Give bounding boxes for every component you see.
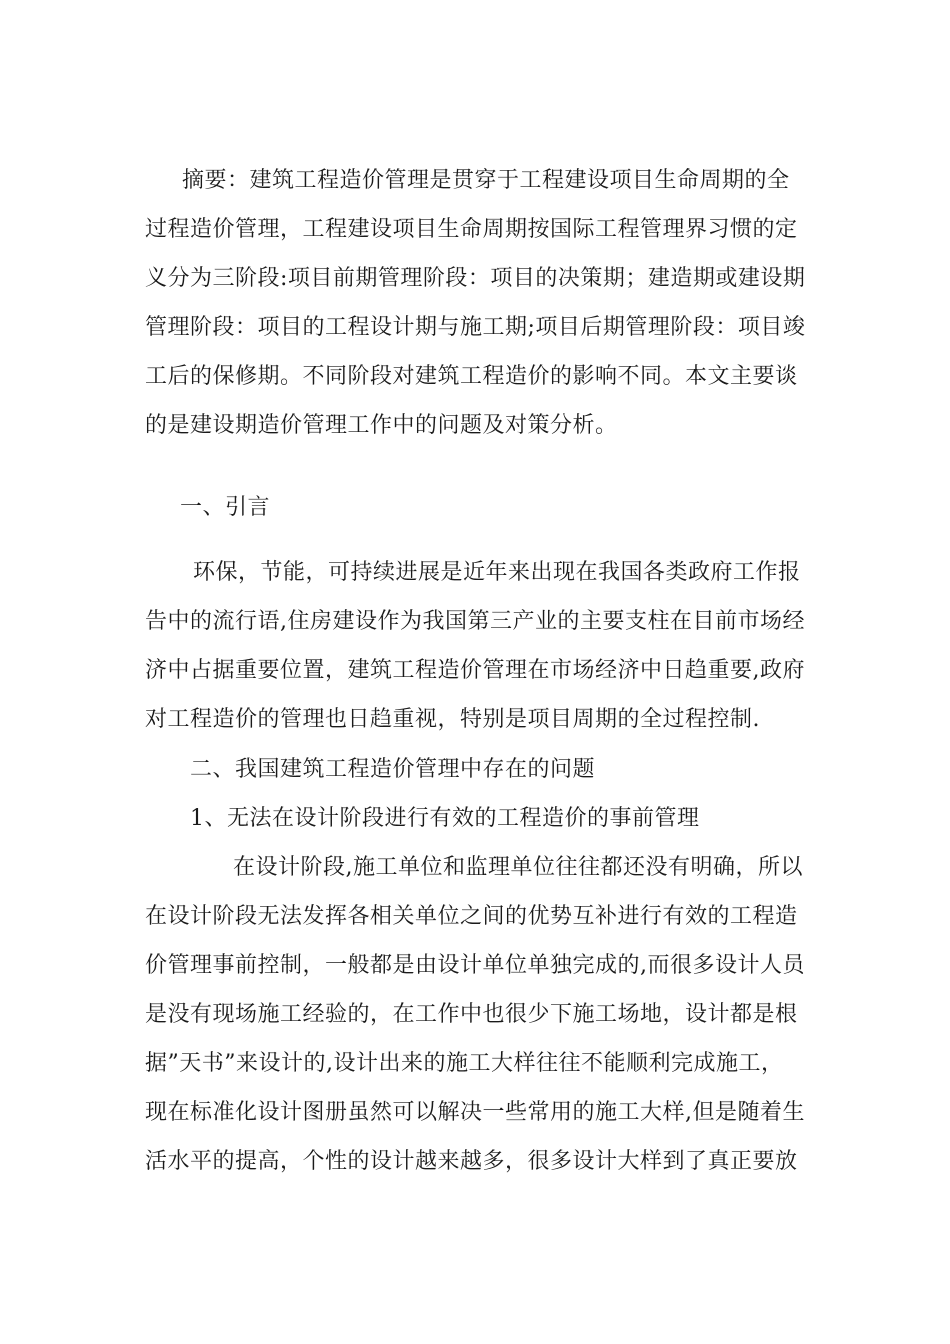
abstract-line-5: 工后的保修期。不同阶段对建筑工程造价的影响不同。本文主要谈	[145, 364, 798, 389]
section-1-line-1: 环保，节能，可持续进展是近年来出现在我国各类政府工作报	[193, 560, 801, 585]
section-1-line-2: 告中的流行语,住房建设作为我国第三产业的主要支柱在目前市场经	[145, 609, 805, 634]
section-2-line-2: 在设计阶段无法发挥各相关单位之间的优势互补进行有效的工程造	[145, 904, 798, 929]
section-1-heading: 一、引言	[180, 495, 271, 520]
section-2-subheading: 1、无法在设计阶段进行有效的工程造价的事前管理	[190, 806, 700, 831]
abstract-line-2: 过程造价管理，工程建设项目生命周期按国际工程管理界习惯的定	[145, 217, 798, 242]
section-1-line-3: 济中占据重要位置，建筑工程造价管理在市场经济中日趋重要,政府	[145, 658, 805, 683]
section-2-line-6: 现在标准化设计图册虽然可以解决一些常用的施工大样,但是随着生	[145, 1100, 805, 1125]
section-2-line-1: 在设计阶段,施工单位和监理单位往往都还没有明确，所以	[233, 855, 803, 880]
section-1-line-4: 对工程造价的管理也日趋重视，特别是项目周期的全过程控制.	[145, 707, 760, 732]
abstract-line-6: 的是建设期造价管理工作中的问题及对策分析。	[145, 413, 618, 438]
abstract-line-4: 管理阶段：项目的工程设计期与施工期;项目后期管理阶段：项目竣	[145, 315, 806, 340]
abstract-line-3: 义分为三阶段:项目前期管理阶段：项目的决策期；建造期或建设期	[145, 266, 806, 291]
section-2-line-5: 据”天书”来设计的,设计出来的施工大样往往不能顺利完成施工，	[145, 1051, 784, 1076]
section-2-line-7: 活水平的提高，个性的设计越来越多，很多设计大样到了真正要放	[145, 1149, 798, 1174]
section-2-heading: 二、我国建筑工程造价管理中存在的问题	[190, 757, 596, 782]
section-2-line-3: 价管理事前控制，一般都是由设计单位单独完成的,而很多设计人员	[145, 953, 805, 978]
section-2-line-4: 是没有现场施工经验的，在工作中也很少下施工场地，设计都是根	[145, 1002, 798, 1027]
abstract-line-1: 摘要：建筑工程造价管理是贯穿于工程建设项目生命周期的全	[182, 168, 790, 193]
